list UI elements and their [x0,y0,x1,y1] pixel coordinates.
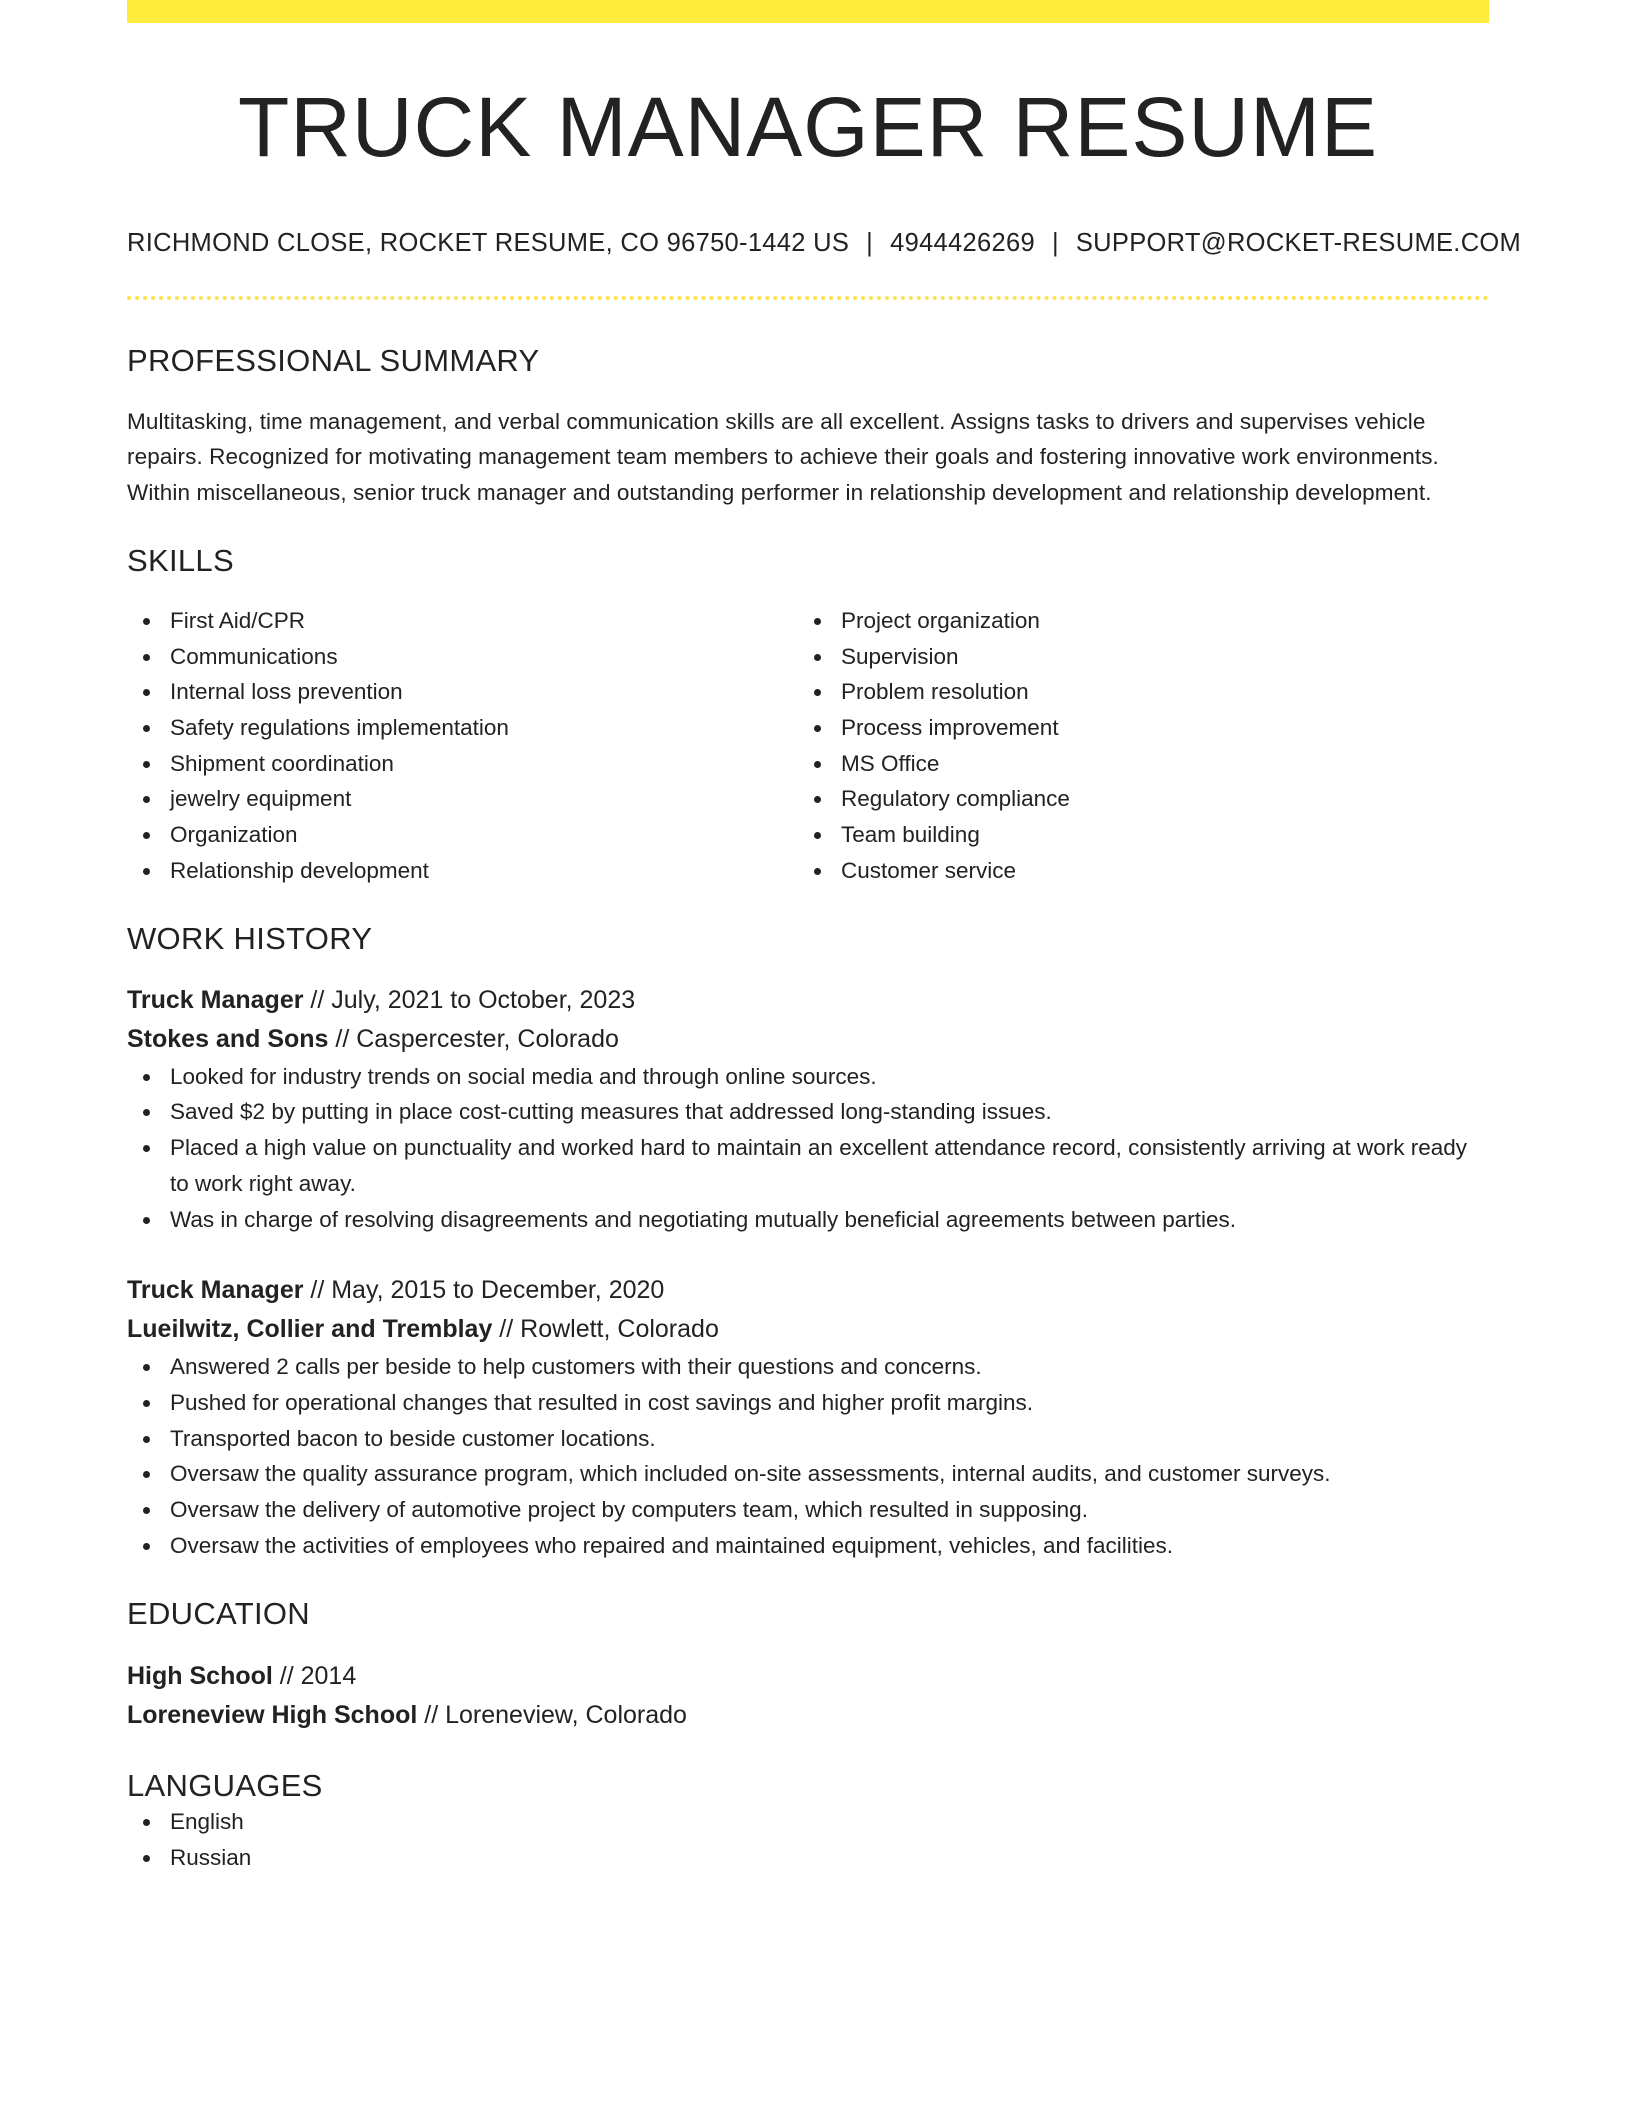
job-dates: // May, 2015 to December, 2020 [303,1276,665,1305]
skill-item: Project organization [798,603,1469,639]
contact-email: SUPPORT@ROCKET-RESUME.COM [1075,229,1522,258]
skills-column-left [127,603,798,889]
contact-separator: | [1051,229,1059,258]
job-duty-item: Oversaw the quality assurance program, which included on-site assessments, internal audits, and customer surveys. [127,1456,1489,1492]
job-duty-item: Oversaw the activities of employees who repaired and maintained equipment, vehicles, and facilities. [127,1528,1489,1564]
job-duty-item: Placed a high value on punctuality and worked hard to maintain an excellent attendance record, consistently arriving at work ready to work right away. [127,1130,1489,1201]
skill-item: Team building [798,817,1469,853]
languages-heading: LANGUAGES [127,1767,323,1803]
job-location: // Rowlett, Colorado [492,1315,719,1344]
job-dates: // July, 2021 to October, 2023 [303,985,636,1014]
education-school: Loreneview High School [127,1700,418,1729]
contact-phone: 4944426269 [890,229,1035,258]
skill-item: Communications [127,639,798,675]
skill-item: Shipment coordination [127,746,798,782]
skill-item: Internal loss prevention [127,674,798,710]
skills-list-left [127,603,798,889]
resume-page [127,0,1522,1875]
skill-item: Safety regulations implementation [127,710,798,746]
job-company-line [127,1310,1489,1349]
skill-item: Relationship development [127,853,798,889]
job-duty-item: Answered 2 calls per beside to help customers with their questions and concerns. [127,1349,1489,1385]
skill-item: Organization [127,817,798,853]
job-duty-item: Pushed for operational changes that resulted in cost savings and higher profit margins. [127,1385,1489,1421]
job-duty-item: Transported bacon to beside customer locations. [127,1421,1489,1457]
education-school-line [127,1696,1489,1735]
work-history-heading: WORK HISTORY [127,920,373,956]
skill-item: Customer service [798,853,1469,889]
resume-title: TRUCK MANAGER RESUME [237,80,1379,174]
job-duty-item: Looked for industry trends on social media and through online sources. [127,1059,1489,1095]
skill-item: Supervision [798,639,1469,675]
skill-item: First Aid/CPR [127,603,798,639]
education-heading: EDUCATION [127,1596,310,1632]
job-title-line [127,1271,1489,1310]
skill-item: Problem resolution [798,674,1469,710]
education-degree: High School [127,1661,273,1690]
job-company-line [127,1020,1489,1059]
summary-text: Multitasking, time management, and verbal communication skills are all excellent. Assigns tasks to drivers and supervises vehicle repairs. Recognized for motivating management team members to achieve their goals and fostering innovative work environments. Within miscellaneous, senior truck manager and outstanding performer in relationship development and relationship development. [127,408,1439,505]
dotted-divider [127,296,1489,300]
language-item: English [127,1804,1489,1840]
language-item: Russian [127,1840,1489,1876]
education-degree-line [127,1657,1489,1696]
skill-item: jewelry equipment [127,781,798,817]
skill-item: Process improvement [798,710,1469,746]
education-year: // 2014 [272,1661,357,1690]
job-duties-list [127,1059,1489,1238]
skills-list-right [798,603,1469,889]
job-duty-item: Was in charge of resolving disagreements and negotiating mutually beneficial agreements between parties. [127,1202,1489,1238]
contact-line [127,229,1522,258]
job-title-line [127,981,1489,1020]
skills-column-right [798,603,1469,889]
languages-list [127,1804,1489,1875]
job-title: Truck Manager [127,985,304,1014]
top-accent-bar [127,0,1489,23]
contact-separator: | [866,229,874,258]
education-location: // Loreneview, Colorado [417,1700,687,1729]
job-duty-item: Saved $2 by putting in place cost-cutting measures that addressed long-standing issues. [127,1094,1489,1130]
skills-grid [127,603,1489,889]
job-title: Truck Manager [127,1276,304,1305]
skill-item: Regulatory compliance [798,781,1469,817]
job-duties-list [127,1349,1489,1563]
contact-address: RICHMOND CLOSE, ROCKET RESUME, CO 96750-1442 US [127,229,850,258]
skills-heading: SKILLS [127,542,234,578]
job-duty-item: Oversaw the delivery of automotive project by computers team, which resulted in supposing. [127,1492,1489,1528]
skill-item: MS Office [798,746,1469,782]
job-company: Stokes and Sons [127,1024,329,1053]
job-company: Lueilwitz, Collier and Tremblay [127,1315,493,1344]
job-location: // Caspercester, Colorado [328,1024,619,1053]
summary-heading: PROFESSIONAL SUMMARY [127,343,540,379]
